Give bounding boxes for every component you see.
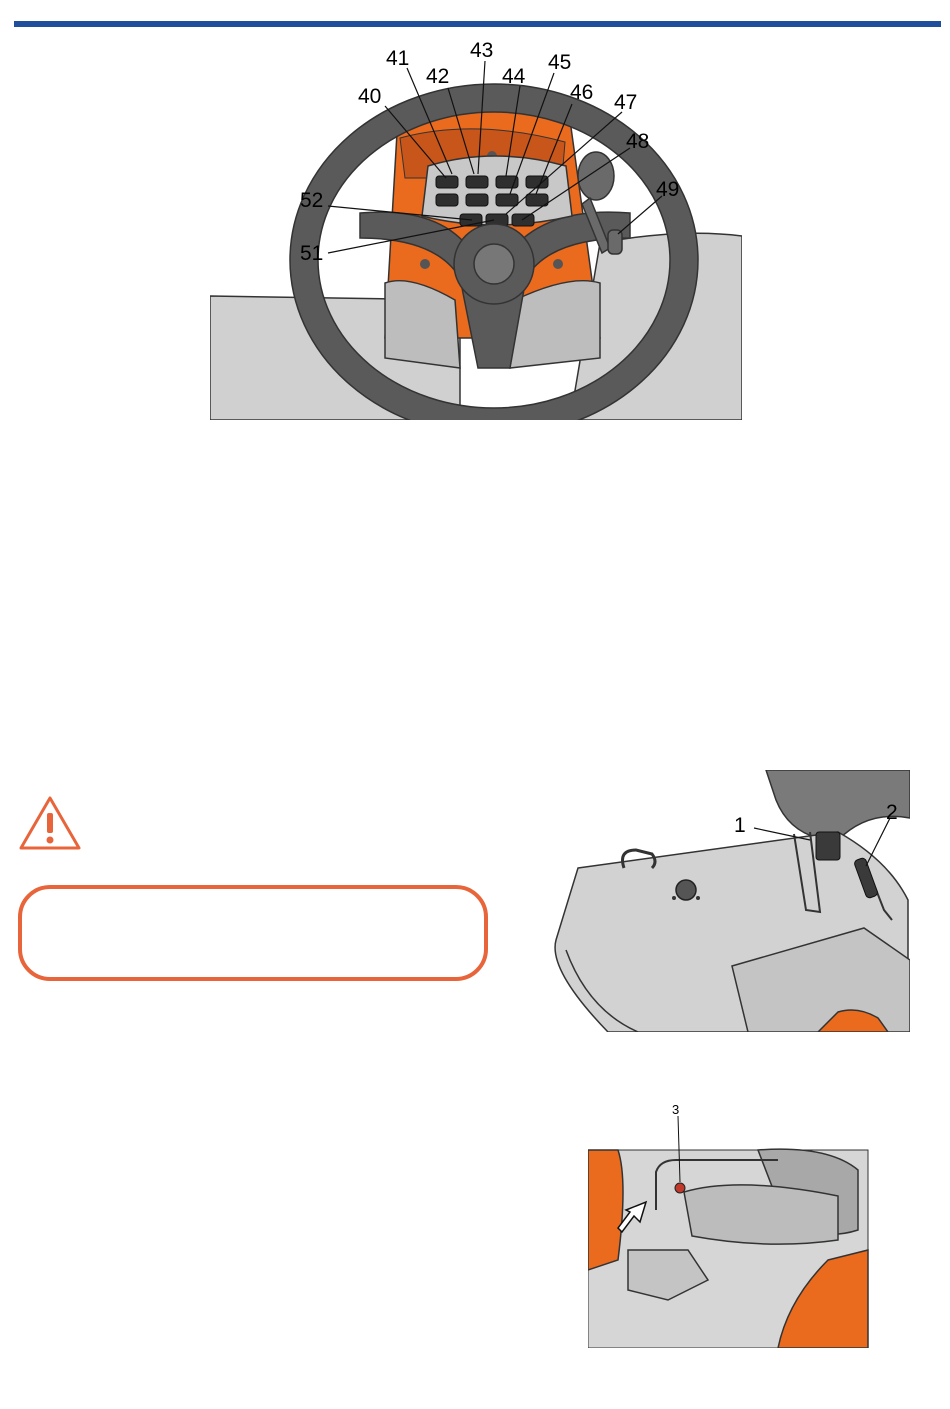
floor-pedals-figure: [548, 770, 910, 1032]
callout-1: 1: [734, 814, 746, 837]
callout-3: 3: [672, 1102, 680, 1117]
callout-49: 49: [656, 178, 680, 201]
callout-51: 51: [300, 242, 324, 265]
callout-52: 52: [300, 189, 324, 212]
seat-figure: [588, 1100, 870, 1348]
seat-illustration: [588, 1100, 870, 1348]
callout-44: 44: [502, 65, 526, 88]
warning-box: [18, 885, 488, 981]
header-rule: [14, 21, 941, 27]
steering-wheel-figure: [210, 38, 742, 420]
callout-46: 46: [570, 81, 594, 104]
callout-42: 42: [426, 65, 450, 88]
callout-47: 47: [614, 91, 638, 114]
callout-45: 45: [548, 51, 572, 74]
callout-43: 43: [470, 39, 494, 62]
warning-triangle-icon: [18, 795, 82, 851]
callout-48: 48: [626, 130, 650, 153]
callout-40: 40: [358, 85, 382, 108]
floor-pedals-illustration: [548, 770, 910, 1032]
callout-41: 41: [386, 47, 410, 70]
steering-wheel-illustration: [210, 38, 742, 420]
callout-2: 2: [886, 801, 898, 824]
